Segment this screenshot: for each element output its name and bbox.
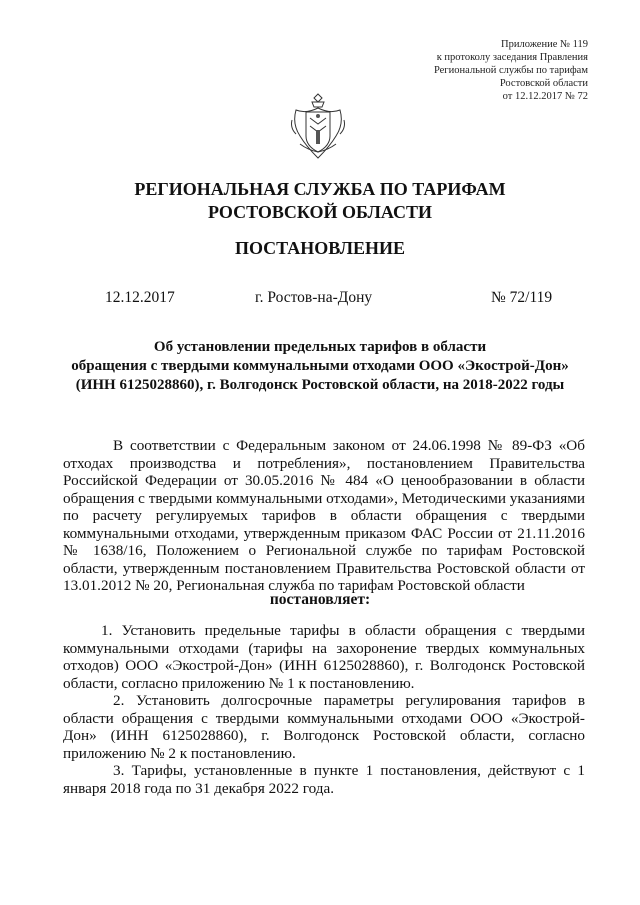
organization-name-line1: РЕГИОНАЛЬНАЯ СЛУЖБА ПО ТАРИФАМ	[134, 179, 506, 199]
appendix-line: от 12.12.2017 № 72	[502, 91, 588, 102]
coat-of-arms-icon	[288, 90, 348, 164]
appendix-line: к протоколу заседания Правления	[436, 52, 588, 63]
appendix-line: Региональной службы по тарифам	[433, 65, 588, 76]
document-title	[60, 338, 580, 395]
resolves-heading: постановляет:	[269, 591, 371, 608]
resolution-item-2: 2. Установить долгосрочные параметры регулирования тарифов в области обращения с твердыми коммунальными отходами ООО «Экострой-Дон» (ИНН 6125028860), г. Волгодонск Ростовской области, согласно приложению № 2 к постановлению.	[63, 692, 585, 762]
appendix-note	[434, 38, 588, 103]
resolution-item-3: 3. Тарифы, установленные в пункте 1 постановления, действуют с 1 января 2018 года по 31 декабря 2022 года.	[63, 762, 585, 797]
organization-name-line2: РОСТОВСКОЙ ОБЛАСТИ	[208, 202, 432, 222]
title-line2: обращения с твердыми коммунальными отходами ООО «Экострой-Дон»	[71, 358, 569, 374]
organization-name	[0, 178, 640, 224]
title-line1: Об установлении предельных тарифов в области	[153, 339, 487, 355]
resolution-items	[63, 622, 585, 797]
resolution-item-1: 1. Установить предельные тарифы в области обращения с твердыми коммунальными отходами (тарифы на захоронение твердых коммунальных отходов) ООО «Экострой-Дон» (ИНН 6125028860), г. Волгодонск Ростовской области, согласно приложению № 1 к постановлению.	[63, 622, 585, 692]
intro-paragraph: В соответствии с Федеральным законом от 24.06.1998 № 89-ФЗ «Об отходах производства и потребления», постановлением Правительства Российской Федерации от 30.05.2016 № 484 «О ценообразовании в области обращения с твердыми коммунальными отходами», Методическими указаниями по расчету регулируемых тарифов в области обращения с твердыми коммунальными отходами, утвержденным приказом ФАС России от 21.11.2016 № 1638/16, Положением о Региональной службе по тарифам Ростовской области, утвержденным постановлением Правительства Ростовской области от 13.01.2012 № 20, Региональная служба по тарифам Ростовской области	[63, 437, 585, 594]
title-line3: (ИНН 6125028860), г. Волгодонск Ростовской области, на 2018-2022 годы	[75, 377, 565, 393]
appendix-line: Ростовской области	[499, 78, 588, 89]
document-date: 12.12.2017	[105, 289, 175, 306]
document-number: № 72/119	[491, 289, 553, 306]
document-city: г. Ростов-на-Дону	[255, 289, 373, 306]
appendix-line: Приложение № 119	[501, 39, 588, 50]
document-type: ПОСТАНОВЛЕНИЕ	[234, 238, 406, 258]
